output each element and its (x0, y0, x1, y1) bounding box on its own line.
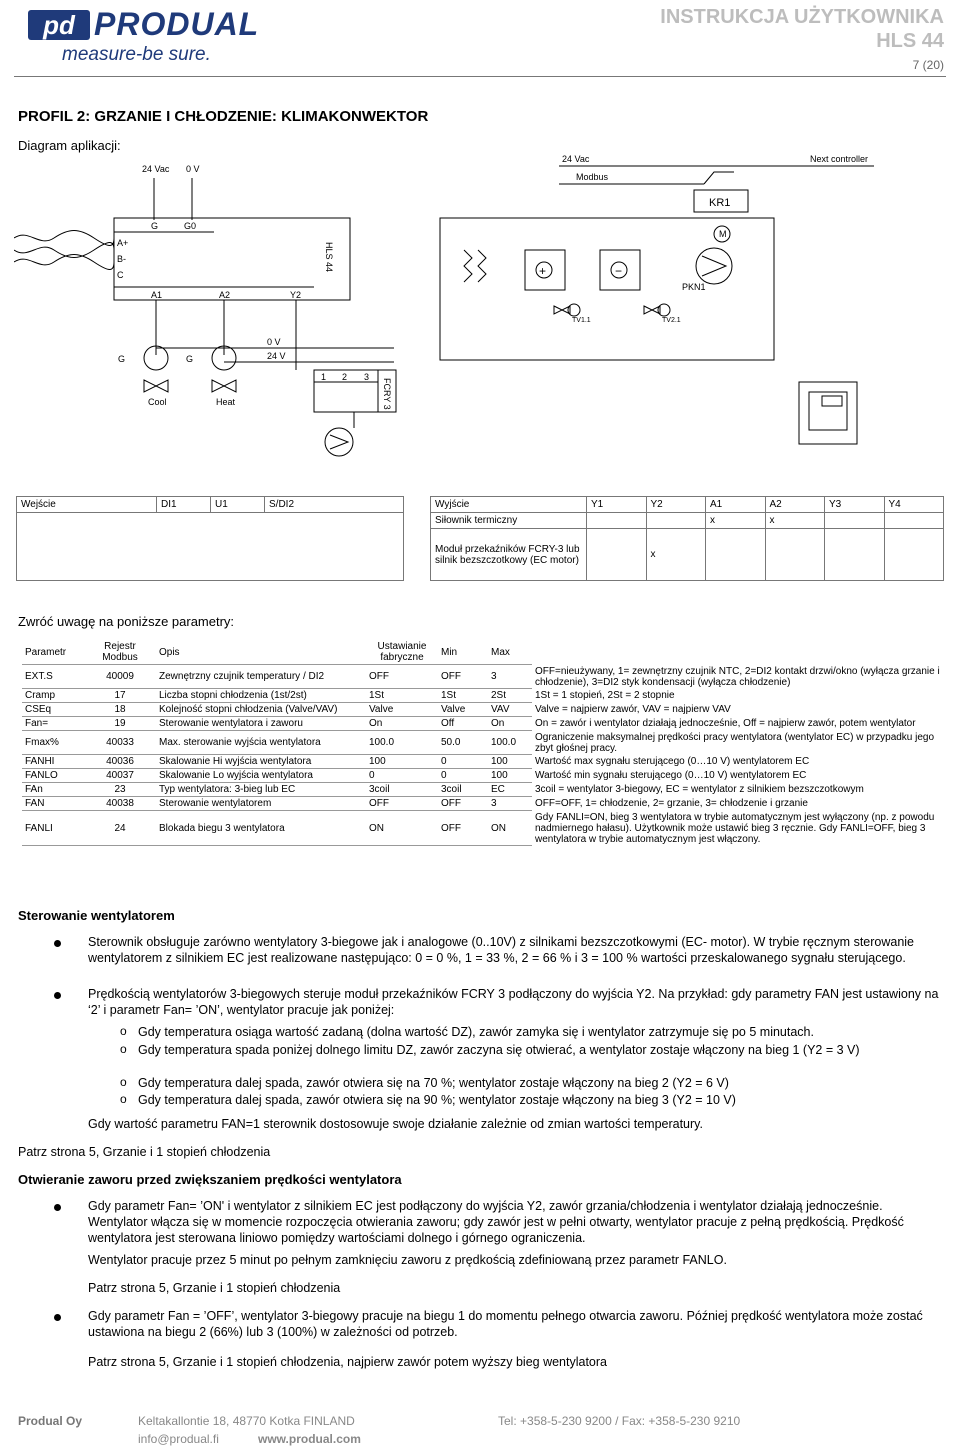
param-cell-min: 3coil (438, 783, 488, 797)
fan-step-1: Gdy temperatura osiąga wartość zadaną (dolna wartość DZ), zawór zamyka się i wentylator zatrzymuje się po 5 minutach. (138, 1025, 814, 1039)
outputs-header-cell: Y1 (587, 497, 647, 513)
output-cell (706, 529, 766, 581)
diagram-label: 0 V (186, 164, 200, 174)
param-cell-desc: Skalowanie Hi wyjścia wentylatora (156, 755, 366, 769)
param-cell-min: 0 (438, 769, 488, 783)
sub-bullet-icon: o (120, 1024, 127, 1038)
param-cell-set: OFF (366, 665, 438, 689)
header-cell: Ustawianie fabryczne (366, 640, 438, 665)
footer-email[interactable]: info@produal.fi (138, 1432, 219, 1446)
header-cell (532, 640, 944, 665)
diagram-label: B- (117, 254, 126, 264)
diagram-label: − (615, 264, 623, 278)
param-cell-note: OFF=OFF, 1= chłodzenie, 2= grzanie, 3= chłodzenie i grzanie (535, 798, 808, 809)
param-cell-max: 3 (488, 797, 532, 811)
fan-step-2: Gdy temperatura spada poniżej dolnego limitu DZ, zawór zaczyna się otwierać, a wentylator zostaje włączony na bieg 1 (Y2 = 3 V) (138, 1043, 860, 1057)
param-cell-param: FAn (22, 783, 84, 797)
param-cell-set: OFF (366, 797, 438, 811)
diagram-label: 0 V (267, 337, 281, 347)
param-cell-max: 100 (488, 755, 532, 769)
param-cell-set: 0 (366, 769, 438, 783)
diagram-label: Cool (148, 397, 167, 407)
table-row (22, 811, 944, 846)
param-cell-param: FANHI (22, 755, 84, 769)
table-row (22, 797, 944, 811)
output-cell (587, 513, 647, 529)
logo-mark: pd (28, 10, 90, 40)
fan-control-reference: Patrz strona 5, Grzanie i 1 stopień chłodzenia (18, 1145, 271, 1159)
header-cell: Min (438, 640, 488, 665)
sub-bullet-icon: o (120, 1092, 127, 1106)
param-cell-param: Fan= (22, 717, 84, 731)
param-cell-reg: 19 (84, 717, 156, 731)
param-cell-reg: 40009 (84, 665, 156, 689)
diagram-label: Y2 (290, 290, 302, 300)
diagram-label: Modbus (576, 172, 609, 182)
output-cell (587, 529, 647, 581)
param-cell-desc: Blokada biegu 3 wentylatora (156, 811, 366, 846)
bullet-icon (54, 1204, 61, 1211)
param-cell-max: On (488, 717, 532, 731)
wiring-diagram (14, 150, 948, 480)
param-cell-desc: Kolejność stopni chłodzenia (Valve/VAV) (156, 703, 366, 717)
table-row (22, 665, 944, 689)
param-cell-desc: Sterowanie wentylatorem (156, 797, 366, 811)
diagram-label: G (118, 354, 126, 364)
diagram-label: 24 V (267, 351, 286, 361)
diagram-label: 24 Vac (562, 154, 590, 164)
sub-bullet-icon: o (120, 1042, 127, 1056)
param-cell-note: Valve = najpierw zawór, VAV = najpierw VAV (535, 704, 731, 715)
param-cell-max: EC (488, 783, 532, 797)
output-cell: x (646, 529, 706, 581)
bullet-icon (54, 1314, 61, 1321)
param-cell-param: FANLO (22, 769, 84, 783)
param-cell-min: OFF (438, 665, 488, 689)
logo-wordmark: PRODUAL (94, 6, 260, 42)
diagram-label: TV1.1 (572, 317, 591, 324)
diagram-label: A1 (151, 290, 163, 300)
param-cell-param: Fmax% (22, 731, 84, 755)
bullet-icon (54, 992, 61, 999)
diagram-label: M (719, 229, 727, 239)
output-cell (884, 529, 944, 581)
header-cell: Opis (156, 640, 366, 665)
diagram-label: A2 (219, 290, 231, 300)
inputs-header-cell: U1 (211, 497, 265, 513)
param-cell-min: Valve (438, 703, 488, 717)
param-cell-note: Wartość min sygnału sterującego (0…10 V) wentylatorem EC (535, 770, 807, 781)
outputs-header-cell: Y4 (884, 497, 944, 513)
doc-model: HLS 44 (876, 30, 944, 52)
valve-title: Otwieranie zaworu przed zwiększaniem prędkości wentylatora (18, 1172, 402, 1187)
output-cell (765, 529, 825, 581)
param-cell-note: On = zawór i wentylator działają jednocześnie, Off = najpierw zawór, potem wentylator (535, 718, 916, 729)
output-cell: x (706, 513, 766, 529)
outputs-header-cell: Wyjście (431, 497, 587, 513)
diagram-label: A+ (117, 238, 129, 248)
table-row (22, 717, 944, 731)
fan-control-note: Gdy wartość parametru FAN=1 sterownik dostosowuje swoje działanie zależnie od zmian wartości temperatury. (88, 1117, 703, 1131)
fan-control-paragraph-1: Sterownik obsługuje zarówno wentylatory 3-biegowe jak i analogowe (0..10V) z silnikami bezszczotkowymi (EC- motor). W trybie ręcznym sterowanie wentylatorem z silnikiem EC jest realizowane następująco: 0 = 0 %, 1 = 33 %, 2 = 66 % i 3 = 100 % wartości przeskalowanego sygnału sterującego. (88, 935, 915, 965)
diagram-label: + (539, 264, 547, 278)
param-cell-note: Ograniczenie maksymalnej prędkości pracy wentylatora (wentylator EC) w przypadku jego zbyt głośnej pracy. (535, 731, 935, 754)
param-cell-set: On (366, 717, 438, 731)
header-cell: Max (488, 640, 532, 665)
param-cell-set: 1St (366, 689, 438, 703)
footer-company: Produal Oy (18, 1414, 83, 1428)
fan-control-paragraph-2: Prędkością wentylatorów 3-biegowych steruje moduł przekaźników FCRY 3 podłączony do wyjścia Y2. Na przykład: gdy parametry FAN jest ustawiony na ‘2’ i parametr Fan= ’ON’, wentylator pracuje jak poniżej: (88, 987, 939, 1017)
output-cell (646, 513, 706, 529)
diagram-label: TV2.1 (662, 317, 681, 324)
section-title: PROFIL 2: GRZANIE I CHŁODZENIE: KLIMAKONWEKTOR (18, 108, 429, 125)
logo-tagline: measure-be sure. (62, 44, 211, 65)
param-cell-reg: 40037 (84, 769, 156, 783)
sub-bullet-icon: o (120, 1075, 127, 1089)
output-cell (884, 513, 944, 529)
outputs-header-cell: Y3 (825, 497, 885, 513)
doc-title: INSTRUKCJA UŻYTKOWNIKA (660, 6, 944, 28)
param-cell-note: 1St = 1 stopień, 2St = 2 stopnie (535, 690, 675, 701)
table-row (22, 689, 944, 703)
header-cell: Rejestr Modbus (84, 640, 156, 665)
valve-paragraph-1: Gdy parametr Fan= ’ON' i wentylator z silnikiem EC jest podłączony do wyjścia Y2, zawór grzania/chłodzenia i wentylator działają jednocześnie. Wentylator włącza się w momencie rozpoczęcia otwierania zaworu; gdy zawór jest w pełni otwarty, wentylator pracuje z pełną prędkością. Prędkość wentylatora jest sterowana liniowo pomiędzy wartościami dolnego i górnego ograniczenia. (88, 1199, 904, 1245)
param-cell-reg: 40033 (84, 731, 156, 755)
diagram-label: G (186, 354, 194, 364)
param-cell-min: 1St (438, 689, 488, 703)
valve-paragraph-3: Gdy parametr Fan = ’OFF’, wentylator 3-biegowy pracuje na biegu 1 do momentu pełnego otwarcia zaworu. Później prędkość wentylatora może zostać ustawiona na biegu 2 (66%) lub 3 (100%) w zależności od potrzeb. (88, 1309, 923, 1339)
diagram-label: G0 (184, 221, 197, 231)
table-row (22, 769, 944, 783)
param-cell-note: 3coil = wentylator 3-biegowy, EC = wentylator z silnikiem bezszczotkowym (535, 784, 864, 795)
outputs-header-cell: Y2 (646, 497, 706, 513)
output-cell: x (765, 513, 825, 529)
fan-step-4: Gdy temperatura dalej spada, zawór otwiera się na 90 %; wentylator zostaje włączony na bieg 3 (Y2 = 10 V) (138, 1093, 736, 1107)
output-name: Siłownik termiczny (431, 513, 587, 529)
diagram-label: Diagram aplikacji: (18, 138, 121, 153)
params-intro: Zwróć uwagę na poniższe parametry: (18, 614, 235, 629)
param-cell-note: Gdy FANLI=ON, bieg 3 wentylatora w trybie automatycznym jest wyłączony (np. z powodu nadmiernego hałasu). Użytkownik może ustawić bieg 3 ręcznie. Gdy FANLI=OFF, bieg 3 wentylatora w trybie automatycznym jest włączony. (535, 811, 935, 845)
bullet-icon (54, 940, 61, 947)
param-cell-set: 100 (366, 755, 438, 769)
inputs-header-cell: DI1 (157, 497, 211, 513)
param-cell-desc: Typ wentylatora: 3-bieg lub EC (156, 783, 366, 797)
param-cell-max: 2St (488, 689, 532, 703)
diagram-label: 24 Vac (142, 164, 170, 174)
param-cell-reg: 40038 (84, 797, 156, 811)
param-cell-param: Cramp (22, 689, 84, 703)
param-cell-desc: Zewnętrzny czujnik temperatury / DI2 (156, 665, 366, 689)
params-table (22, 640, 944, 846)
outputs-table (430, 496, 944, 581)
table-row (431, 529, 944, 581)
valve-paragraph-2: Wentylator pracuje przez 5 minut po pełnym zamknięciu zaworu z prędkością zdefiniowaną przez parametr FANLO. (88, 1253, 727, 1267)
output-cell (825, 513, 885, 529)
valve-reference-1: Patrz strona 5, Grzanie i 1 stopień chłodzenia (88, 1281, 341, 1295)
header-cell: Parametr (22, 640, 84, 665)
param-cell-param: CSEq (22, 703, 84, 717)
param-cell-desc: Sterowanie wentylatora i zaworu (156, 717, 366, 731)
param-cell-min: Off (438, 717, 488, 731)
diagram-label: C (117, 270, 124, 280)
param-cell-min: 50.0 (438, 731, 488, 755)
diagram-label: FCRY 3 (382, 378, 392, 410)
param-cell-note: Wartość max sygnału sterującego (0…10 V) wentylatorem EC (535, 756, 810, 767)
diagram-label: 2 (342, 372, 348, 382)
inputs-header-cell: S/DI2 (265, 497, 404, 513)
params-header-row (22, 640, 944, 665)
diagram-label: G (151, 221, 159, 231)
param-cell-param: FANLI (22, 811, 84, 846)
table-row (22, 703, 944, 717)
param-cell-note: OFF=nieużywany, 1= zewnętrzny czujnik NTC, 2=DI2 kontakt drzwi/okno (wyłącza grzanie i chłodzenie), 3=DI2 styk kondensacji (wyłącza chłodzenie) (535, 665, 940, 688)
diagram-label: 3 (364, 372, 370, 382)
param-cell-max: 100 (488, 769, 532, 783)
inputs-table (16, 496, 404, 581)
fan-step-3: Gdy temperatura dalej spada, zawór otwiera się na 70 %; wentylator zostaje włączony na bieg 2 (Y2 = 6 V) (138, 1076, 729, 1090)
outputs-header-cell: A1 (706, 497, 766, 513)
inputs-header-cell: Wejście (17, 497, 157, 513)
output-cell (825, 529, 885, 581)
param-cell-reg: 23 (84, 783, 156, 797)
output-name: Moduł przekaźników FCRY-3 lub silnik bezszczotkowy (EC motor) (431, 529, 587, 581)
param-cell-desc: Liczba stopni chłodzenia (1st/2st) (156, 689, 366, 703)
param-cell-set: ON (366, 811, 438, 846)
diagram-label: HLS 44 (324, 242, 334, 273)
diagram-label: 1 (321, 372, 327, 382)
param-cell-max: ON (488, 811, 532, 846)
outputs-header-cell: A2 (765, 497, 825, 513)
diagram-label: PKN1 (682, 282, 706, 292)
param-cell-desc: Max. sterowanie wyjścia wentylatora (156, 731, 366, 755)
table-row (22, 755, 944, 769)
diagram-label: Next controller (810, 154, 869, 164)
param-cell-desc: Skalowanie Lo wyjścia wentylatora (156, 769, 366, 783)
param-cell-set: 3coil (366, 783, 438, 797)
footer-website-link[interactable]: www.produal.com (258, 1432, 361, 1446)
table-row (431, 513, 944, 529)
diagram-label: Heat (216, 397, 236, 407)
param-cell-min: OFF (438, 797, 488, 811)
footer-phone: Tel: +358-5-230 9200 / Fax: +358-5-230 9210 (498, 1414, 741, 1428)
footer-address: Keltakallontie 18, 48770 Kotka FINLAND (138, 1414, 355, 1428)
valve-reference-2: Patrz strona 5, Grzanie i 1 stopień chłodzenia, najpierw zawór potem wyższy bieg wentylatora (88, 1355, 608, 1369)
param-cell-max: 100.0 (488, 731, 532, 755)
header-divider (14, 76, 946, 77)
param-cell-set: Valve (366, 703, 438, 717)
param-cell-param: EXT.S (22, 665, 84, 689)
table-row (22, 731, 944, 755)
table-row (22, 783, 944, 797)
param-cell-param: FAN (22, 797, 84, 811)
param-cell-max: VAV (488, 703, 532, 717)
diagram-label: KR1 (709, 197, 731, 209)
param-cell-min: OFF (438, 811, 488, 846)
page-number: 7 (20) (912, 58, 944, 72)
param-cell-set: 100.0 (366, 731, 438, 755)
param-cell-max: 3 (488, 665, 532, 689)
param-cell-reg: 40036 (84, 755, 156, 769)
param-cell-reg: 24 (84, 811, 156, 846)
param-cell-min: 0 (438, 755, 488, 769)
param-cell-reg: 18 (84, 703, 156, 717)
param-cell-reg: 17 (84, 689, 156, 703)
fan-control-title: Sterowanie wentylatorem (18, 908, 175, 923)
